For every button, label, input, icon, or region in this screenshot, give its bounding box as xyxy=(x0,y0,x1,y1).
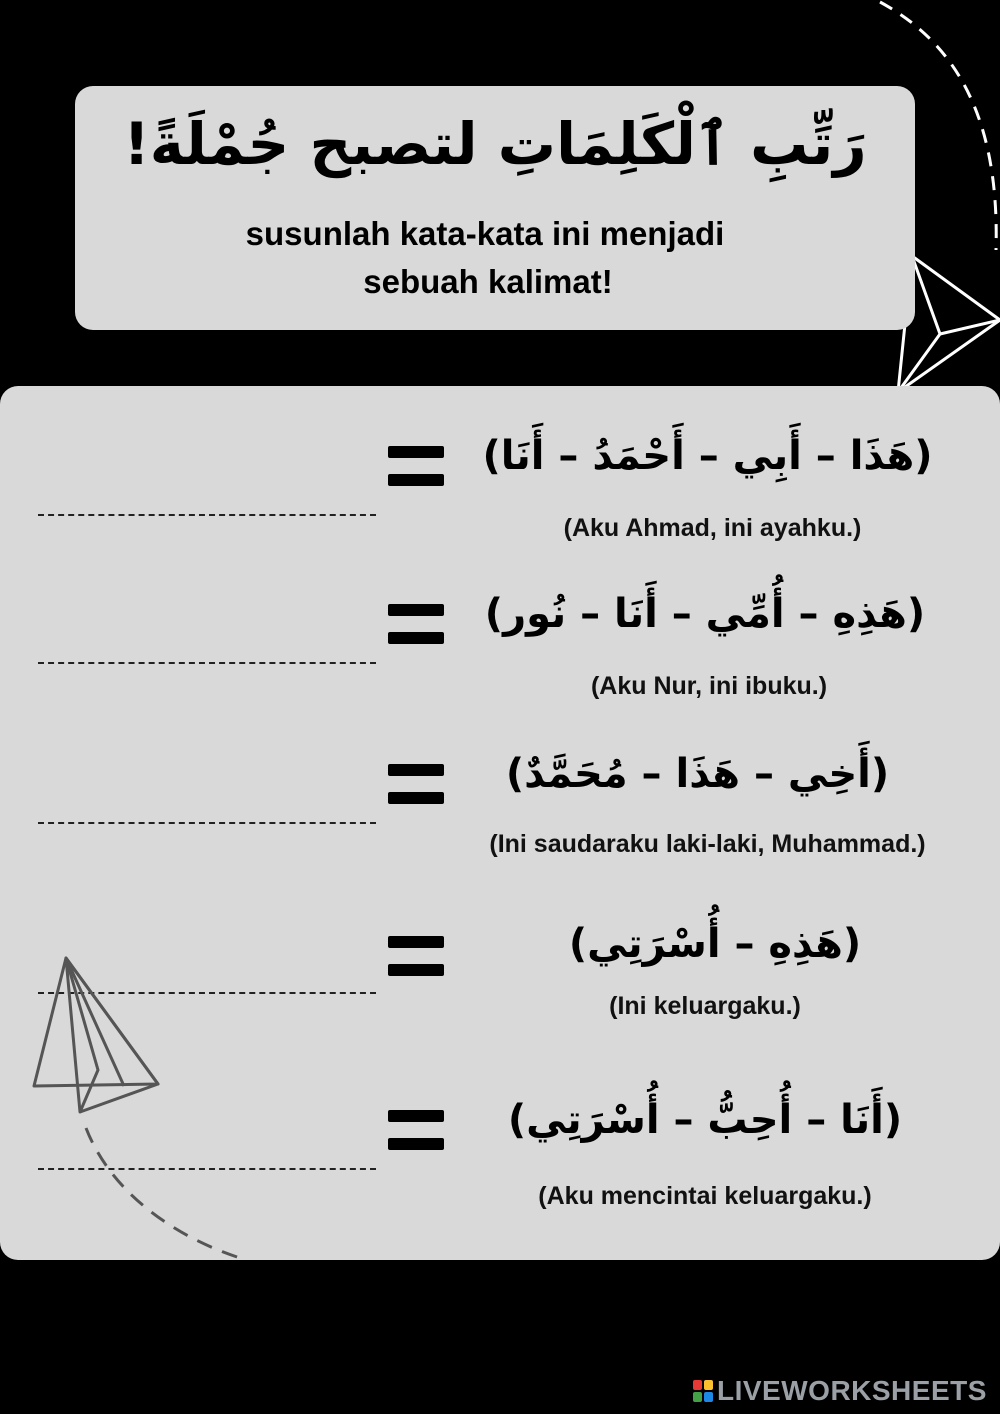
answer-field-5[interactable] xyxy=(38,1168,376,1170)
question-row-2 xyxy=(0,578,1000,738)
hint-4: (Ini keluargaku.) xyxy=(609,992,801,1020)
equals-sign xyxy=(388,936,444,976)
instruction-text xyxy=(75,210,895,306)
question-row-1 xyxy=(0,416,1000,576)
word-group-5: (أَنَا – أُحِبُّ – أُسْرَتِي) xyxy=(507,1097,903,1143)
brand-footer[interactable] xyxy=(693,1376,987,1406)
exercise-card xyxy=(0,386,1000,1260)
brand-name: LIVEWORKSHEETS xyxy=(717,1375,987,1406)
hint-1: (Aku Ahmad, ini ayahku.) xyxy=(563,514,862,542)
equals-sign xyxy=(388,764,444,804)
word-group-3: (أَخِي – هَذَا – مُحَمَّدٌ) xyxy=(505,751,890,797)
answer-field-1[interactable] xyxy=(38,514,376,516)
answer-field-2[interactable] xyxy=(38,662,376,664)
page-title: رَتِّبِ ٱلْكَلِمَاتِ لتصبح جُمْلَةً! xyxy=(123,110,867,178)
question-row-4 xyxy=(0,908,1000,1068)
instruction-line-1: susunlah kata-kata ini menjadi xyxy=(245,215,725,252)
equals-sign xyxy=(388,446,444,486)
hint-5: (Aku mencintai keluargaku.) xyxy=(538,1182,872,1210)
word-group-1: (هَذَا – أَبِي – أَحْمَدُ – أَنَا) xyxy=(482,433,933,479)
word-group-2: (هَذِهِ – أُمِّي – أَنَا – نُور) xyxy=(484,591,926,637)
word-group-4: (هَذِهِ – أُسْرَتِي) xyxy=(568,921,862,967)
answer-field-3[interactable] xyxy=(38,822,376,824)
hint-3: (Ini saudaraku laki-laki, Muhammad.) xyxy=(489,830,926,858)
answer-field-4[interactable] xyxy=(38,992,376,994)
question-row-3 xyxy=(0,738,1000,898)
equals-sign xyxy=(388,604,444,644)
equals-sign xyxy=(388,1110,444,1150)
hint-2: (Aku Nur, ini ibuku.) xyxy=(590,672,828,700)
header-card xyxy=(75,86,915,330)
instruction-line-2: sebuah kalimat! xyxy=(363,262,613,300)
liveworksheets-logo-icon xyxy=(693,1380,713,1402)
question-row-5 xyxy=(0,1088,1000,1248)
